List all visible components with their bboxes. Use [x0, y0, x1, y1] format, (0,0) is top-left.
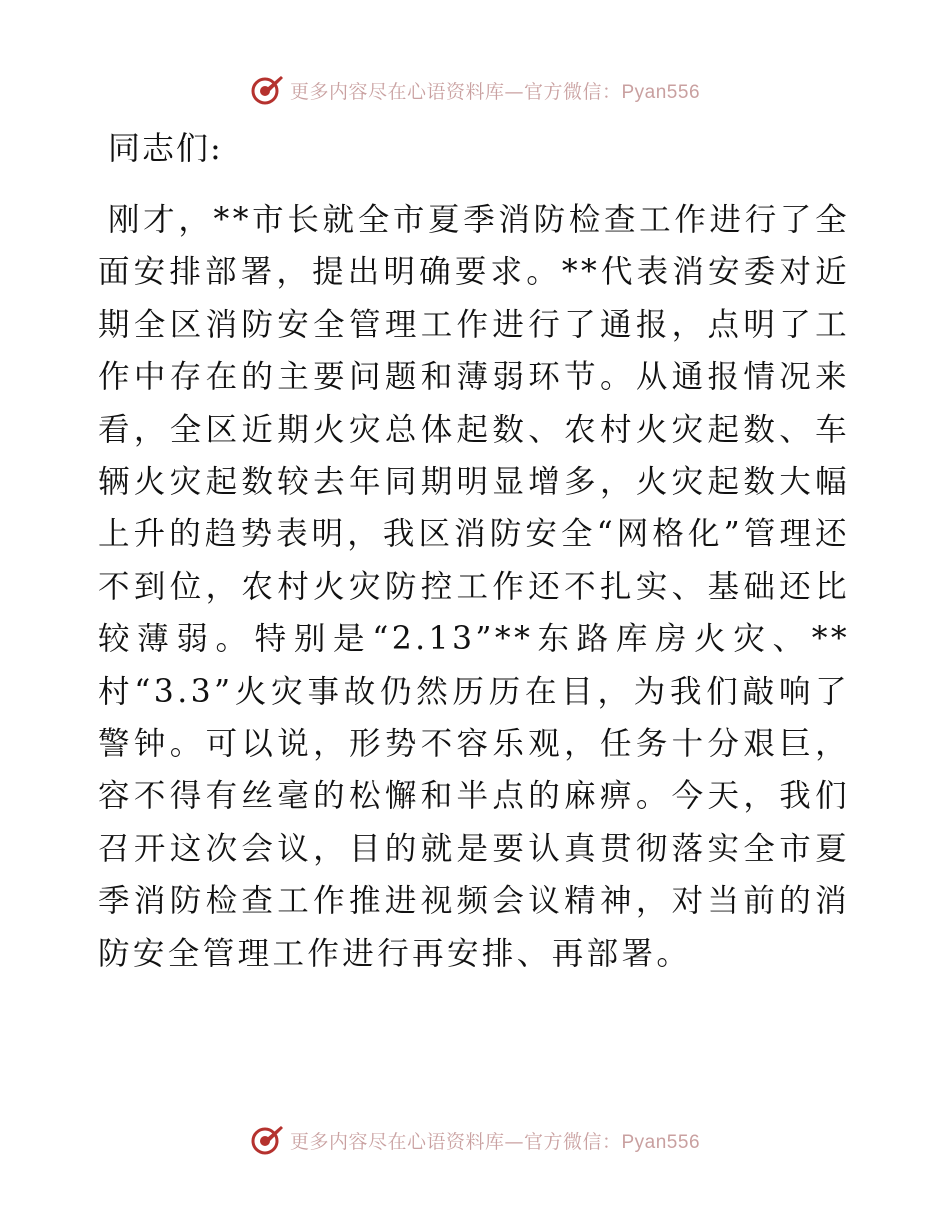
header-banner-text: 更多内容尽在心语资料库—官方微信：Pyan556 — [289, 80, 701, 103]
footer-wechat-id: Pyan556 — [621, 1131, 701, 1153]
header-wechat-id: Pyan556 — [621, 81, 701, 103]
pen-logo-icon — [250, 73, 284, 107]
footer-banner-text: 更多内容尽在心语资料库—官方微信：Pyan556 — [289, 1130, 701, 1153]
header-banner — [0, 70, 950, 110]
body-paragraph: 刚才，**市长就全市夏季消防检查工作进行了全面安排部署，提出明确要求。**代表消安委对近期全区消防安全管理工作进行了通报，点明了工作中存在的主要问题和薄弱环节。从通报情况来看，全区近期火灾总体起数、农村火灾起数、车辆火灾起数较去年同期明显增多，火灾起数大幅上升的趋势表明，我区消防安全“网格化”管理还不到位，农村火灾防控工作还不扎实、基础还比较薄弱。特别是“2.13”**东路库房火灾、**村“3.3”火灾事故仍然历历在目，为我们敲响了警钟。可以说，形势不容乐观，任务十分艰巨，容不得有丝毫的松懈和半点的麻痹。今天，我们召开这次会议，目的就是要认真贯彻落实全市夏季消防检查工作推进视频会议精神，对当前的消防安全管理工作进行再安排、再部署。 — [98, 202, 850, 972]
pen-logo-icon — [250, 1123, 284, 1157]
footer-banner — [0, 1120, 950, 1160]
salutation: 同志们: — [108, 129, 223, 167]
